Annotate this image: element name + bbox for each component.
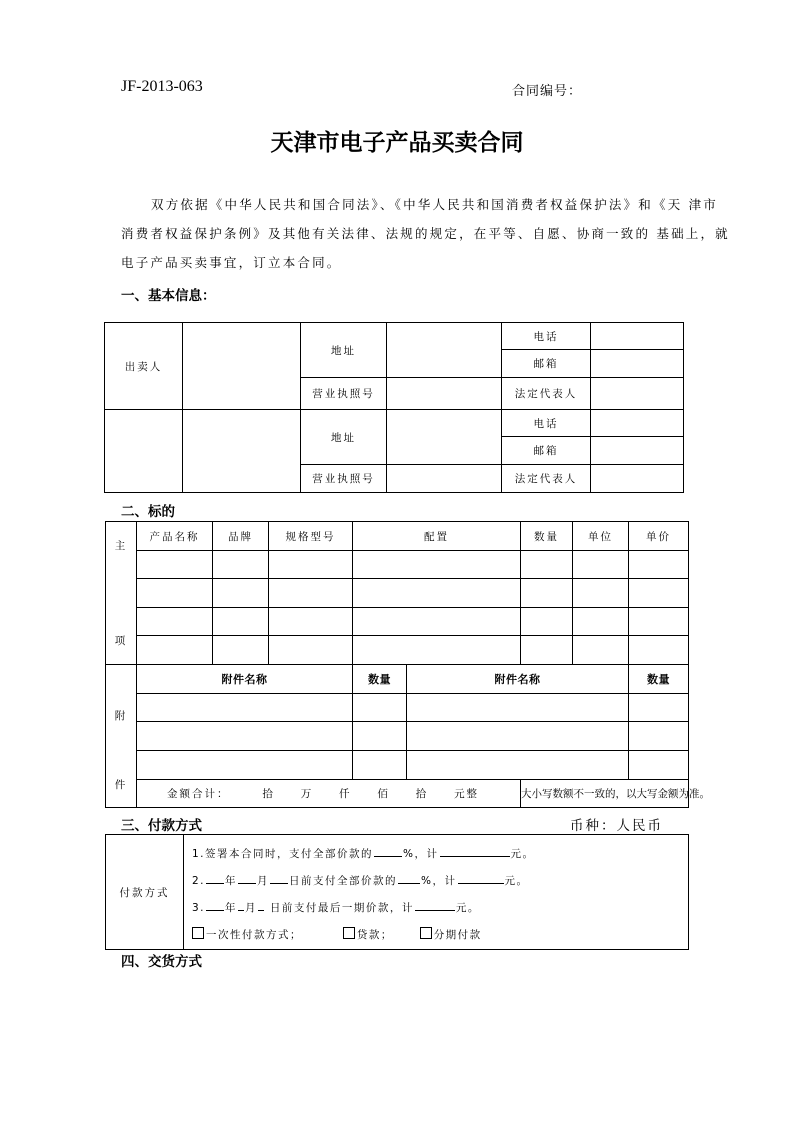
buyer-license-label: 营业执照号	[301, 465, 387, 493]
intro-line-1: 双方依据《中华人民共和国合同法》、《中华人民共和国消费者权益保护法》和《天 津市	[151, 197, 718, 212]
unit-price-cell[interactable]	[629, 579, 689, 608]
seller-license-field[interactable]	[387, 378, 502, 410]
quantity-cell[interactable]	[521, 636, 573, 665]
payment-line-1-text: 1.签署本合同时，支付全部价款的	[192, 848, 374, 860]
section-heading-subject: 二、标的	[121, 504, 175, 520]
col-unit: 单位	[573, 522, 629, 551]
seller-email-field[interactable]	[591, 350, 684, 378]
checkbox-icon[interactable]	[420, 927, 432, 939]
seller-license-label: 营业执照号	[301, 378, 387, 410]
table-row	[106, 608, 689, 636]
document-code: JF-2013-063	[121, 78, 203, 95]
option-label: 分期付款	[433, 929, 482, 941]
section-heading-delivery: 四、交货方式	[121, 954, 202, 970]
col-configuration: 配置	[353, 522, 521, 551]
product-name-cell[interactable]	[137, 608, 213, 636]
quantity-cell[interactable]	[521, 608, 573, 636]
product-name-cell[interactable]	[137, 551, 213, 579]
accessory-header-row	[106, 665, 689, 694]
seller-label: 出卖人	[105, 323, 183, 410]
seller-phone-field[interactable]	[591, 323, 684, 350]
year-label: 年	[225, 902, 238, 914]
brand-cell[interactable]	[213, 608, 269, 636]
percent-suffix: %，计	[421, 875, 457, 887]
buyer-email-field[interactable]	[591, 437, 684, 465]
option-lump-sum[interactable]	[192, 929, 302, 941]
unit-shi-wan: 拾	[262, 788, 275, 800]
unit-price-cell[interactable]	[629, 636, 689, 665]
buyer-phone-label: 电话	[502, 410, 591, 437]
payment-line-2	[192, 868, 688, 895]
accessory-name-cell[interactable]	[407, 694, 629, 722]
checkbox-icon[interactable]	[192, 927, 204, 939]
amount-note: 大小写数额不一致的，以大写金额为准。	[521, 780, 689, 808]
payment-line-2-text: 日前支付全部价款的	[289, 875, 398, 887]
payment-table	[105, 834, 689, 950]
product-name-cell[interactable]	[137, 579, 213, 608]
accessory-qty-cell[interactable]	[353, 694, 407, 722]
table-row	[106, 722, 689, 751]
accessory-qty-cell[interactable]	[629, 694, 689, 722]
percent-blank[interactable]	[374, 843, 402, 857]
accessory-label-bottom: 件	[114, 779, 128, 791]
total-row	[106, 780, 689, 808]
quantity-cell[interactable]	[521, 551, 573, 579]
month-label: 月	[245, 902, 258, 914]
yuan-suffix: 元。	[504, 875, 529, 887]
accessories-label	[106, 665, 137, 808]
payment-line-3	[192, 895, 688, 922]
month-blank[interactable]	[238, 870, 256, 884]
quantity-cell[interactable]	[521, 579, 573, 608]
intro-line-2: 消费者权益保护条例》及其他有关法律、法规的规定，在平等、自愿、协商一致的 基础上，就	[121, 226, 730, 241]
model-cell[interactable]	[269, 579, 353, 608]
buyer-address-label: 地址	[301, 410, 387, 465]
accessory-name-cell[interactable]	[137, 694, 353, 722]
amount-blank[interactable]	[458, 870, 504, 884]
payment-terms	[184, 835, 689, 950]
payment-options	[192, 922, 688, 949]
seller-legal-rep-field[interactable]	[591, 378, 684, 410]
contract-number-label: 合同编号：	[512, 84, 583, 99]
total-label: 金额合计：	[167, 788, 230, 800]
option-loan[interactable]	[343, 929, 393, 941]
yuan-suffix: 元。	[510, 848, 535, 860]
brand-cell[interactable]	[213, 579, 269, 608]
option-label: 一次性付款方式；	[206, 929, 302, 941]
intro-line-3: 电子产品买卖事宜，订立本合同。	[121, 255, 342, 270]
percent-blank[interactable]	[398, 870, 420, 884]
amount-blank[interactable]	[440, 843, 510, 857]
unit-price-cell[interactable]	[629, 551, 689, 579]
buyer-legal-rep-label: 法定代表人	[502, 465, 591, 493]
col-model: 规格型号	[269, 522, 353, 551]
model-cell[interactable]	[269, 551, 353, 579]
main-items-label	[106, 522, 137, 665]
accessory-label-top: 附	[114, 710, 128, 722]
seller-legal-rep-label: 法定代表人	[502, 378, 591, 410]
line-number: 2.	[192, 875, 206, 887]
table-row	[106, 551, 689, 579]
payment-line-1	[192, 841, 688, 868]
year-blank[interactable]	[206, 870, 224, 884]
seller-address-label: 地址	[301, 323, 387, 378]
year-blank[interactable]	[206, 897, 224, 911]
amount-blank[interactable]	[415, 897, 455, 911]
buyer-address-field[interactable]	[387, 410, 502, 465]
unit-wan: 万	[300, 788, 314, 800]
month-label: 月	[257, 875, 270, 887]
buyer-license-field[interactable]	[387, 465, 502, 493]
accessory-qty-cell[interactable]	[353, 751, 407, 780]
accessory-qty-cell[interactable]	[629, 751, 689, 780]
table-row	[106, 694, 689, 722]
buyer-name-field[interactable]	[183, 410, 301, 493]
unit-cell[interactable]	[573, 579, 629, 608]
year-label: 年	[225, 875, 238, 887]
accessory-name-cell[interactable]	[137, 751, 353, 780]
col-quantity: 数量	[521, 522, 573, 551]
model-cell[interactable]	[269, 636, 353, 665]
accessory-qty-cell[interactable]	[629, 722, 689, 751]
col-brand: 品牌	[213, 522, 269, 551]
option-installment[interactable]	[420, 929, 482, 941]
page-title: 天津市电子产品买卖合同	[270, 130, 524, 156]
unit-yuan: 元整	[454, 788, 480, 800]
seller-email-label: 邮箱	[502, 350, 591, 378]
col-accessory-name-1: 附件名称	[137, 665, 353, 694]
col-accessory-name-2: 附件名称	[407, 665, 629, 694]
seller-phone-label: 电话	[502, 323, 591, 350]
payment-method-label: 付款方式	[106, 835, 184, 950]
model-cell[interactable]	[269, 608, 353, 636]
main-label-bottom: 项	[114, 635, 128, 647]
accessory-name-cell[interactable]	[407, 751, 629, 780]
col-accessory-qty-1: 数量	[353, 665, 407, 694]
col-unit-price: 单价	[629, 522, 689, 551]
payment-line-3-text: 日前支付最后一期价款，计	[265, 902, 414, 914]
day-blank[interactable]	[258, 897, 264, 911]
configuration-cell[interactable]	[353, 579, 521, 608]
unit-qian: 仟	[339, 788, 352, 800]
unit-cell[interactable]	[573, 636, 629, 665]
section-heading-payment: 三、付款方式	[121, 818, 202, 834]
col-accessory-qty-2: 数量	[629, 665, 689, 694]
product-name-cell[interactable]	[137, 636, 213, 665]
accessory-name-cell[interactable]	[137, 722, 353, 751]
day-blank[interactable]	[270, 870, 288, 884]
currency-label: 币种：人民币	[570, 818, 663, 834]
col-product-name: 产品名称	[137, 522, 213, 551]
month-blank[interactable]	[238, 897, 244, 911]
intro-paragraph	[121, 190, 730, 277]
brand-cell[interactable]	[213, 551, 269, 579]
configuration-cell[interactable]	[353, 636, 521, 665]
accessory-qty-cell[interactable]	[353, 722, 407, 751]
unit-price-cell[interactable]	[629, 608, 689, 636]
seller-address-field[interactable]	[387, 323, 502, 378]
total-amount-cell[interactable]	[137, 780, 521, 808]
brand-cell[interactable]	[213, 636, 269, 665]
unit-cell[interactable]	[573, 551, 629, 579]
checkbox-icon[interactable]	[343, 927, 355, 939]
buyer-phone-field[interactable]	[591, 410, 684, 437]
basic-info-table	[104, 322, 684, 493]
configuration-cell[interactable]	[353, 551, 521, 579]
accessory-name-cell[interactable]	[407, 722, 629, 751]
subject-table	[105, 521, 710, 808]
subject-header-row	[106, 522, 689, 551]
seller-name-field[interactable]	[183, 323, 301, 410]
option-label: 贷款；	[356, 929, 393, 941]
table-row	[106, 579, 689, 608]
line-number: 3.	[192, 902, 206, 914]
buyer-label	[105, 410, 183, 493]
unit-shi: 拾	[415, 788, 429, 800]
section-heading-basic-info: 一、基本信息：	[121, 288, 216, 304]
percent-suffix: %，计	[403, 848, 439, 860]
table-row	[106, 636, 689, 665]
configuration-cell[interactable]	[353, 608, 521, 636]
main-label-top: 主	[114, 540, 128, 552]
unit-cell[interactable]	[573, 608, 629, 636]
table-row	[106, 751, 689, 780]
yuan-suffix: 元。	[455, 902, 480, 914]
unit-bai: 佰	[377, 788, 390, 800]
buyer-email-label: 邮箱	[502, 437, 591, 465]
buyer-legal-rep-field[interactable]	[591, 465, 684, 493]
